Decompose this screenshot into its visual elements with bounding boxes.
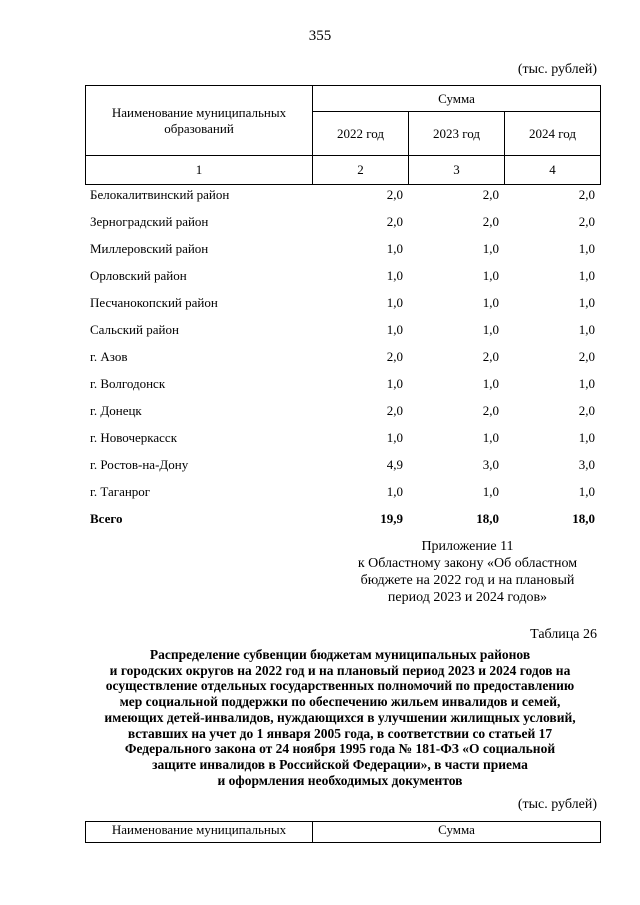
value-2022: 1,0 — [386, 375, 403, 391]
appendix-line: бюджете на 2022 год и на плановый — [360, 573, 575, 588]
municipality-name: Сальский район — [90, 321, 179, 337]
page-number: 355 — [308, 28, 332, 44]
value-2024: 1,0 — [578, 483, 595, 499]
municipality-name: Песчанокопский район — [90, 294, 218, 310]
title-line: защите инвалидов в Российской Федерации», в части приема — [152, 756, 528, 772]
total-2024: 18,0 — [572, 510, 595, 526]
value-2024: 1,0 — [578, 375, 595, 391]
appendix-line: период 2023 и 2024 годов» — [387, 590, 548, 605]
table-number-label: Таблица 26 — [530, 627, 597, 642]
table-row — [85, 370, 600, 397]
title-line: Федерального закона от 24 ноября 1995 года № 181-ФЗ «О социальной — [124, 741, 556, 757]
units-label: (тыс. рублей) — [517, 797, 597, 812]
municipality-name: Белокалитвинский район — [90, 186, 230, 202]
municipality-name: Зерноградский район — [90, 213, 209, 229]
value-2023: 1,0 — [482, 267, 499, 283]
header-sum-column: Сумма — [313, 86, 601, 112]
value-2023: 1,0 — [482, 375, 499, 391]
total-2023: 18,0 — [476, 510, 499, 526]
value-2023: 2,0 — [482, 348, 499, 364]
next-table-header — [85, 821, 601, 843]
appendix-note — [335, 538, 600, 606]
value-2023: 2,0 — [482, 402, 499, 418]
municipality-name: г. Азов — [90, 348, 128, 364]
header-year-2022: 2022 год — [313, 112, 409, 156]
municipality-name: г. Ростов-на-Дону — [90, 456, 189, 472]
subvention-table — [85, 181, 600, 532]
title-line: вставших на учет до 1 января 2005 года, в соответствии со статьей 17 — [127, 725, 553, 741]
value-2022: 1,0 — [386, 429, 403, 445]
value-2023: 3,0 — [482, 456, 499, 472]
header-year-2024: 2024 год — [505, 112, 601, 156]
total-label: Всего — [90, 510, 123, 526]
value-2022: 1,0 — [386, 483, 403, 499]
title-line: осуществление отдельных государственных полномочий по предоставлению — [105, 678, 575, 694]
table-row — [85, 397, 600, 424]
value-2024: 2,0 — [578, 402, 595, 418]
header-name-column: Наименование муниципальных — [86, 822, 313, 843]
municipality-name: Орловский район — [90, 267, 187, 283]
value-2022: 1,0 — [386, 321, 403, 337]
table-row — [85, 208, 600, 235]
title-line: и оформления необходимых документов — [217, 772, 463, 788]
municipality-name: г. Новочеркасск — [90, 429, 178, 445]
title-line: Распределение субвенции бюджетам муниципальных районов — [149, 647, 531, 662]
value-2023: 1,0 — [482, 240, 499, 256]
title-line: и городских округов на 2022 год и на плановый период 2023 и 2024 годов на — [109, 662, 571, 678]
value-2022: 2,0 — [386, 186, 403, 202]
value-2022: 2,0 — [386, 402, 403, 418]
column-number: 1 — [86, 156, 313, 185]
value-2023: 2,0 — [482, 213, 499, 229]
value-2022: 1,0 — [386, 240, 403, 256]
title-line: мер социальной поддержки по обеспечению жильем инвалидов и семей, — [119, 694, 561, 710]
value-2024: 1,0 — [578, 321, 595, 337]
value-2024: 1,0 — [578, 294, 595, 310]
table-row — [85, 478, 600, 505]
header-name-column: Наименование муниципальных образований — [86, 86, 313, 156]
value-2023: 1,0 — [482, 294, 499, 310]
value-2023: 2,0 — [482, 186, 499, 202]
value-2024: 2,0 — [578, 348, 595, 364]
column-number: 4 — [505, 156, 601, 185]
value-2023: 1,0 — [482, 321, 499, 337]
table-row — [85, 451, 600, 478]
value-2024: 2,0 — [578, 186, 595, 202]
value-2024: 2,0 — [578, 213, 595, 229]
value-2022: 2,0 — [386, 348, 403, 364]
municipality-name: г. Волгодонск — [90, 375, 166, 391]
table-row — [85, 343, 600, 370]
table-header — [85, 85, 601, 185]
value-2024: 1,0 — [578, 240, 595, 256]
value-2022: 1,0 — [386, 267, 403, 283]
value-2022: 4,9 — [386, 456, 403, 472]
column-number: 3 — [409, 156, 505, 185]
municipality-name: Миллеровский район — [90, 240, 209, 256]
municipality-name: г. Таганрог — [90, 483, 151, 499]
municipality-name: г. Донецк — [90, 402, 142, 418]
units-label: (тыс. рублей) — [517, 62, 597, 77]
value-2022: 1,0 — [386, 294, 403, 310]
value-2024: 1,0 — [578, 267, 595, 283]
appendix-line: Приложение 11 — [421, 539, 514, 554]
table-row — [85, 316, 600, 343]
header-sum-column: Сумма — [313, 822, 601, 843]
total-2022: 19,9 — [380, 510, 403, 526]
total-row — [85, 505, 600, 532]
value-2024: 1,0 — [578, 429, 595, 445]
value-2024: 3,0 — [578, 456, 595, 472]
table-row — [85, 181, 600, 208]
table-row — [85, 289, 600, 316]
value-2023: 1,0 — [482, 429, 499, 445]
title-line: имеющих детей-инвалидов, нуждающихся в улучшении жилищных условий, — [104, 709, 576, 725]
value-2023: 1,0 — [482, 483, 499, 499]
table-row — [85, 424, 600, 451]
header-year-2023: 2023 год — [409, 112, 505, 156]
value-2022: 2,0 — [386, 213, 403, 229]
table-title — [80, 647, 600, 788]
table-row — [85, 235, 600, 262]
table-row — [85, 262, 600, 289]
column-number: 2 — [313, 156, 409, 185]
appendix-line: к Областному закону «Об областном — [357, 556, 578, 571]
